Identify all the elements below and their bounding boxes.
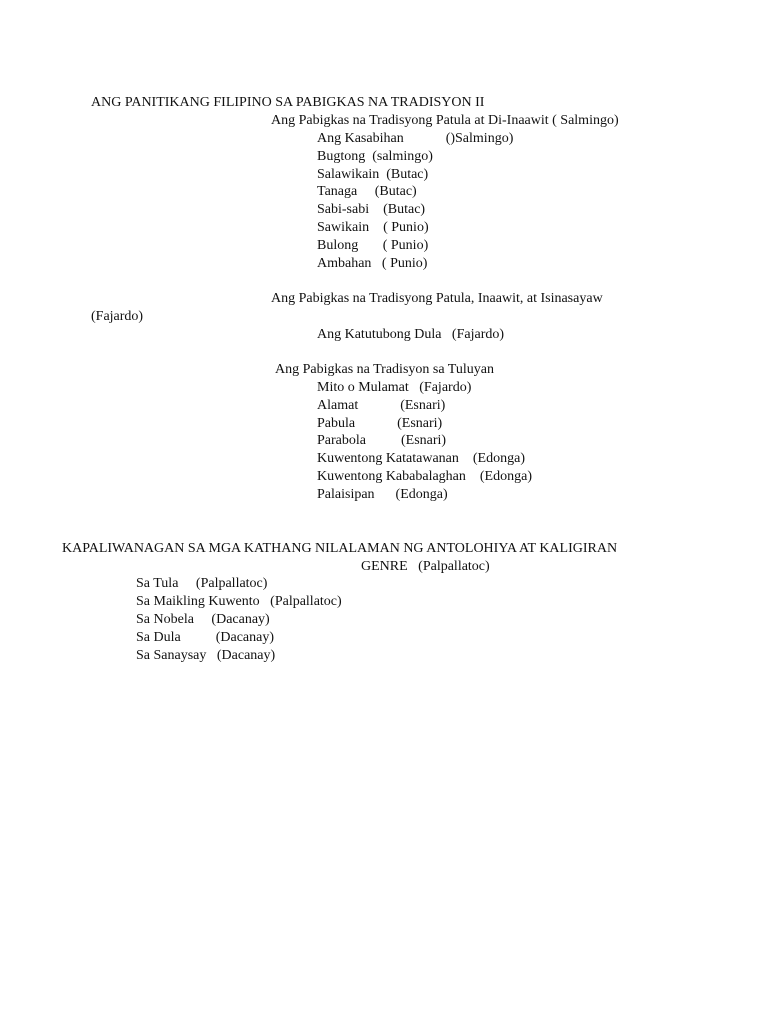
list-item: Kuwentong Kababalaghan (Edonga) — [317, 469, 532, 484]
section2-title: KAPALIWANAGAN SA MGA KATHANG NILALAMAN NG ANTOLOHIYA AT KALIGIRAN — [62, 541, 618, 556]
list-item: Bulong ( Punio) — [317, 238, 429, 253]
list-item: Tanaga (Butac) — [317, 184, 417, 199]
list-item: Sa Sanaysay (Dacanay) — [136, 648, 276, 663]
list-item: Bugtong (salmingo) — [317, 149, 433, 164]
group2-heading-continued: (Fajardo) — [91, 309, 144, 324]
list-item: Sa Dula (Dacanay) — [136, 630, 275, 645]
section1-title: ANG PANITIKANG FILIPINO SA PABIGKAS NA TRADISYON II — [91, 95, 485, 110]
group3-heading: Ang Pabigkas na Tradisyon sa Tuluyan — [275, 362, 494, 377]
list-item: Sabi-sabi (Butac) — [317, 202, 426, 217]
list-item: Ang Katutubong Dula (Fajardo) — [317, 327, 505, 342]
list-item: Pabula (Esnari) — [317, 416, 443, 431]
list-item: Kuwentong Katatawanan (Edonga) — [317, 451, 525, 466]
list-item: Palaisipan (Edonga) — [317, 487, 448, 502]
list-item: Mito o Mulamat (Fajardo) — [317, 380, 472, 395]
list-item: Sa Tula (Palpallatoc) — [136, 576, 268, 591]
list-item: Sa Maikling Kuwento (Palpallatoc) — [136, 594, 342, 609]
group1-heading: Ang Pabigkas na Tradisyong Patula at Di-Inaawit ( Salmingo) — [271, 113, 619, 128]
list-item: Sawikain ( Punio) — [317, 220, 429, 235]
list-item: Ang Kasabihan ()Salmingo) — [317, 131, 514, 146]
list-item: Sa Nobela (Dacanay) — [136, 612, 270, 627]
group2-heading: Ang Pabigkas na Tradisyong Patula, Inaawit, at Isinasayaw — [271, 291, 603, 306]
list-item: Alamat (Esnari) — [317, 398, 446, 413]
list-item: Parabola (Esnari) — [317, 433, 447, 448]
list-item: Ambahan ( Punio) — [317, 256, 428, 271]
section2-title-continued: GENRE (Palpallatoc) — [361, 559, 490, 574]
list-item: Salawikain (Butac) — [317, 167, 429, 182]
